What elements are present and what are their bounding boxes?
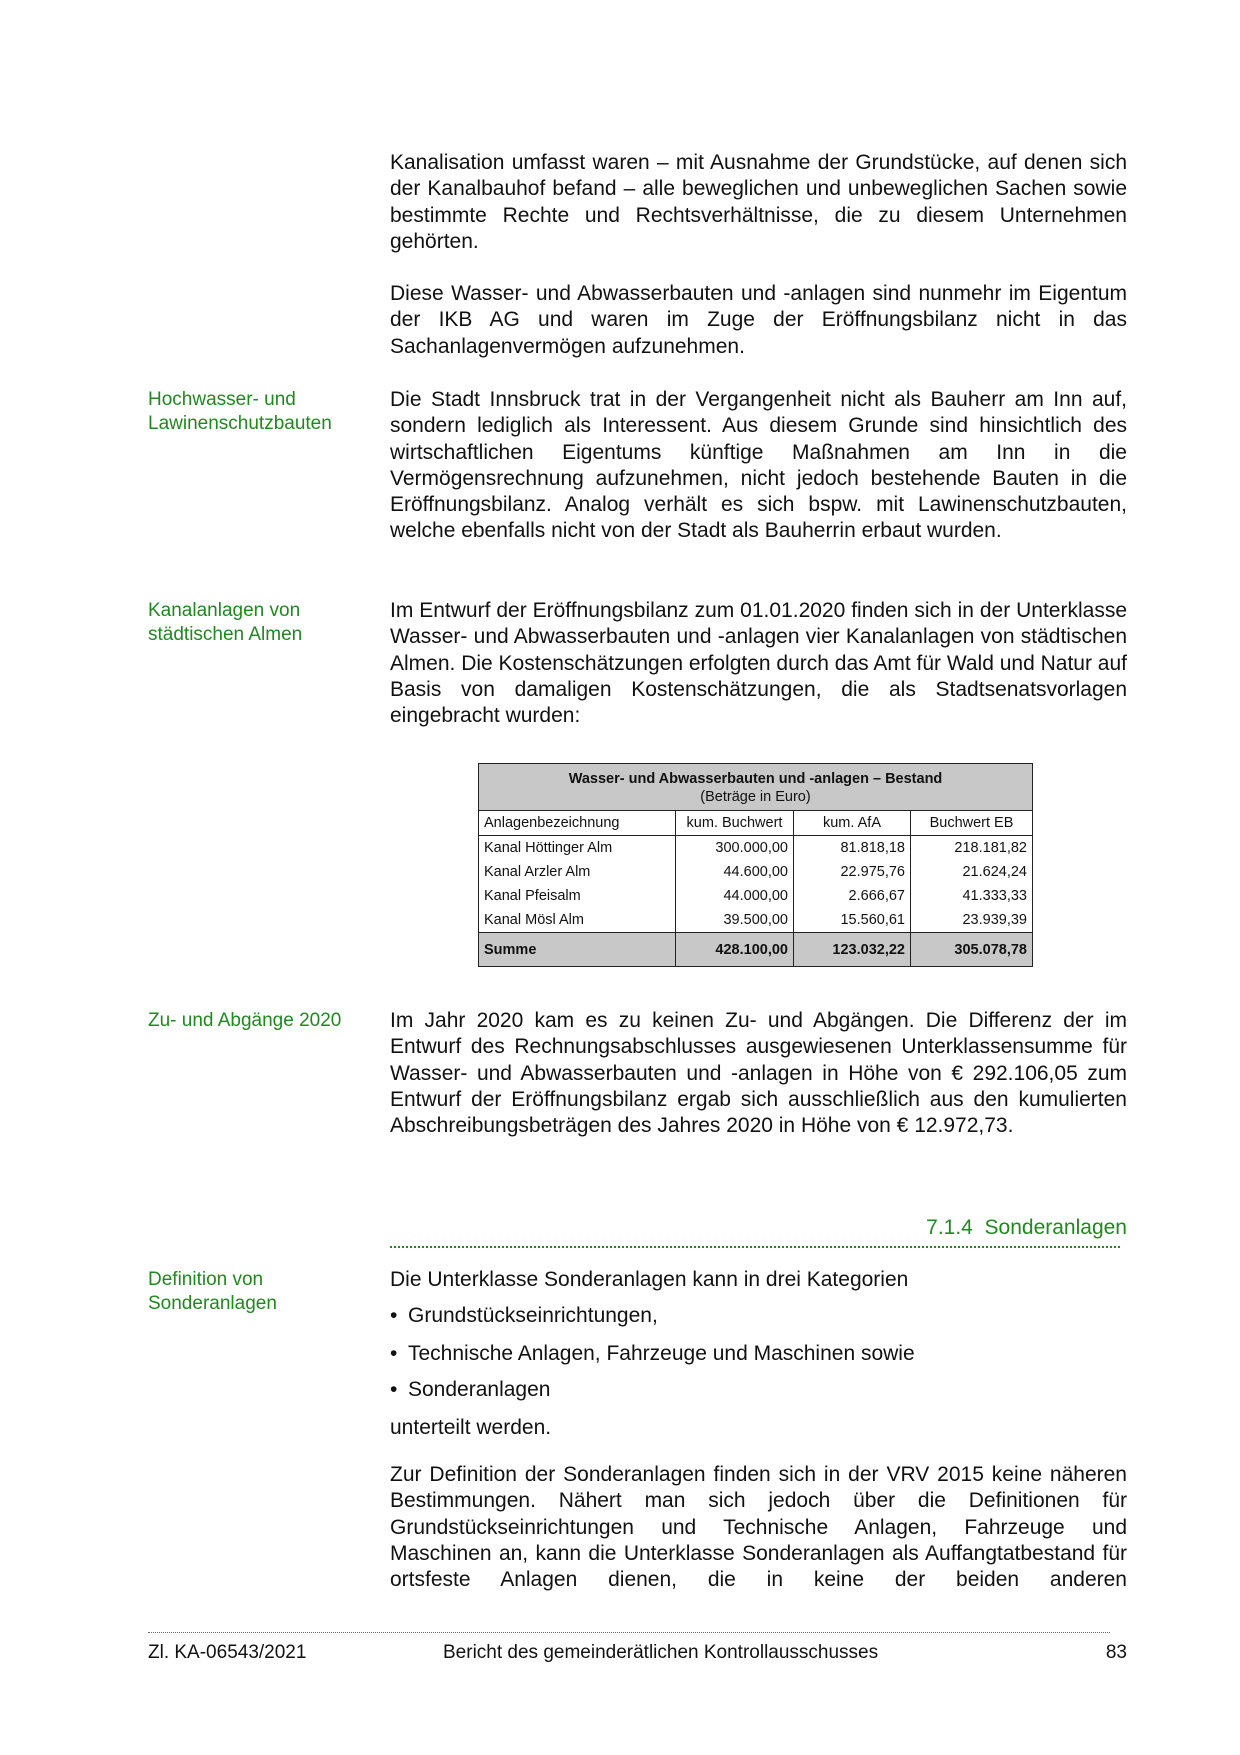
table-cell: 2.666,67 (794, 884, 911, 908)
table-cell: 23.939,39 (911, 908, 1033, 933)
table-cell: Kanal Höttinger Alm (479, 836, 676, 861)
bullet-text: Technische Anlagen, Fahrzeuge und Maschinen sowie (408, 1342, 915, 1365)
side-label-hochwasser (148, 388, 368, 436)
paragraph-definition-detail: Zur Definition der Sonderanlagen finden sich in der VRV 2015 keine näheren Bestimmungen. Nähert man sich jedoch über die Definitionen für Grundstückseinrichtungen und Technische Anlagen, Fahrzeuge und Maschinen an, kann die Unterklasse Sonderanlagen als Auffangtatbestand für ortsfeste Anlagen dienen, die in keine der beiden anderen (390, 1463, 1127, 1592)
side-label-line: städtischen Almen (148, 624, 303, 645)
table-title-cell (479, 764, 1033, 811)
page-number: 83 (1105, 1642, 1127, 1663)
table-cell: Kanal Mösl Alm (479, 908, 676, 933)
bullet-text: Sonderanlagen (408, 1378, 551, 1401)
paragraph-unterteilt: unterteilt werden. (390, 1416, 552, 1439)
side-label-line: Kanalanlagen von (148, 600, 301, 621)
table-row (479, 908, 1033, 933)
table-total-row (479, 933, 1033, 967)
footer-divider (148, 1632, 1110, 1633)
table-cell: 305.078,78 (911, 933, 1033, 967)
side-label-line: Hochwasser- und (148, 389, 296, 410)
table-cell: 22.975,76 (794, 860, 911, 884)
table-cell: Summe (479, 933, 676, 967)
footer-reference: Zl. KA-06543/2021 (148, 1642, 307, 1663)
table-subtitle: (Beträge in Euro) (700, 789, 811, 805)
table-title: Wasser- und Abwasserbauten und -anlagen – Bestand (568, 771, 943, 787)
table-cell: 15.560,61 (794, 908, 911, 933)
table-cell: 123.032,22 (794, 933, 911, 967)
side-label-kanalanlagen (148, 599, 368, 647)
paragraph-hochwasser: Die Stadt Innsbruck trat in der Vergangenheit nicht als Bauherr am Inn auf, sondern lediglich als Interessent. Aus diesem Grunde sind hinsichtlich des wirtschaftlichen Eigentums künftige Maßnahmen am Inn in die Vermögensrechnung aufzunehmen, nicht jedoch bestehende Bauten in die Eröffnungsbilanz. Analog verhält es sich bspw. mit Lawinenschutzbauten, welche ebenfalls nicht von der Stadt als Bauherrin erbaut wurden. (390, 388, 1127, 543)
paragraph-kanalanlagen: Im Entwurf der Eröffnungsbilanz zum 01.01.2020 finden sich in der Unterklasse Wasser- und Abwasserbauten und -anlagen vier Kanalanlagen von städtischen Almen. Die Kostenschätzungen erfolgten durch das Amt für Wald und Natur auf Basis von damaligen Kostenschätzungen, die als Stadtsenatsvorlagen eingebracht wurden: (390, 599, 1127, 728)
footer-title: Bericht des gemeinderätlichen Kontrollausschusses (443, 1642, 879, 1663)
section-title: Sonderanlagen (984, 1216, 1127, 1239)
column-header: kum. AfA (794, 811, 911, 836)
table-cell: 300.000,00 (676, 836, 794, 861)
table-row (479, 860, 1033, 884)
bullet-item (390, 1341, 915, 1367)
bullet-item (390, 1303, 658, 1329)
column-header: Buchwert EB (911, 811, 1033, 836)
table-cell: 21.624,24 (911, 860, 1033, 884)
bullet-icon: • (390, 1378, 398, 1401)
paragraph-zu-abgaenge: Im Jahr 2020 kam es zu keinen Zu- und Abgängen. Die Differenz der im Entwurf des Rechnungsabschlusses ausgewiesenen Unterklassensumme für Wasser- und Abwasserbauten und -anlagen in Höhe von € 292.106,05 zum Entwurf der Eröffnungsbilanz ergab sich ausschließlich aus den kumulierten Abschreibungsbeträgen des Jahres 2020 in Höhe von € 12.972,73. (390, 1009, 1127, 1138)
section-number: 7.1.4 (926, 1216, 973, 1239)
column-header: kum. Buchwert (676, 811, 794, 836)
paragraph-kanalisation: Kanalisation umfasst waren – mit Ausnahme der Grundstücke, auf denen sich der Kanalbauhof befand – alle beweglichen und unbeweglichen Sachen sowie bestimmte Rechte und Rechtsverhältnisse, die zu diesem Unternehmen gehörten. (390, 151, 1127, 253)
side-label-line: Lawinenschutzbauten (148, 413, 332, 434)
table-cell: 218.181,82 (911, 836, 1033, 861)
paragraph-definition-intro: Die Unterklasse Sonderanlagen kann in drei Kategorien (390, 1268, 909, 1291)
section-heading (926, 1216, 1127, 1240)
table-cell: 41.333,33 (911, 884, 1033, 908)
table-row (479, 836, 1033, 861)
table-cell: 428.100,00 (676, 933, 794, 967)
table-cell: Kanal Arzler Alm (479, 860, 676, 884)
bullet-icon: • (390, 1304, 398, 1327)
bullet-text: Grundstückseinrichtungen, (408, 1304, 658, 1327)
table-cell: 44.000,00 (676, 884, 794, 908)
bullet-item (390, 1377, 550, 1403)
asset-table (478, 763, 1033, 967)
asset-table-container (478, 763, 1033, 967)
table-row (479, 884, 1033, 908)
table-cell: 81.818,18 (794, 836, 911, 861)
table-cell: Kanal Pfeisalm (479, 884, 676, 908)
table-cell: 39.500,00 (676, 908, 794, 933)
side-label-line: Zu- und Abgänge 2020 (148, 1010, 342, 1031)
paragraph-ikb-eigentum: Diese Wasser- und Abwasserbauten und -anlagen sind nunmehr im Eigentum der IKB AG und waren im Zuge der Eröffnungsbilanz nicht in das Sachanlagenvermögen aufzunehmen. (390, 282, 1127, 358)
side-label-zu-abgaenge (148, 1009, 368, 1033)
side-label-line: Sonderanlagen (148, 1293, 277, 1314)
bullet-icon: • (390, 1342, 398, 1365)
side-label-line: Definition von (148, 1269, 264, 1290)
side-label-definition (148, 1268, 368, 1316)
table-cell: 44.600,00 (676, 860, 794, 884)
column-header: Anlagenbezeichnung (479, 811, 676, 836)
heading-divider (390, 1246, 1120, 1248)
